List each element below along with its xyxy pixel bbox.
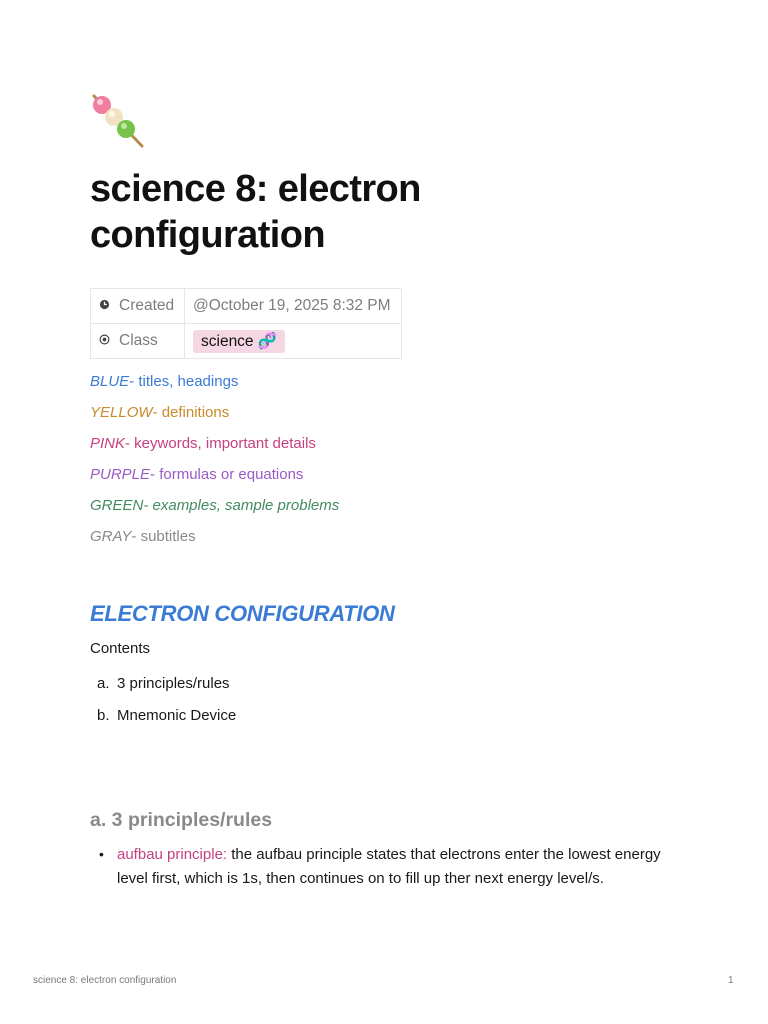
list-item[interactable]: b. Mnemonic Device — [97, 707, 237, 724]
legend-item-purple: PURPLE- formulas or equations — [90, 466, 304, 483]
property-label-class: Class — [119, 332, 158, 349]
bullet-dot-icon: • — [99, 846, 104, 862]
bullet-keyword: aufbau principle: — [117, 846, 228, 863]
bullet-text: the aufbau principle states that electrons enter the lowest energy level first, which is 1s, then continues on to fill up ther next energy level/s. — [117, 846, 661, 887]
properties-table — [90, 288, 402, 359]
legend-item-blue: BLUE- titles, headings — [90, 373, 239, 390]
legend-item-pink: PINK- keywords, important details — [90, 435, 316, 452]
page-number: 1 — [728, 975, 734, 986]
dango-icon — [90, 92, 150, 152]
property-row-created — [91, 289, 402, 324]
class-tag[interactable]: science 🧬 — [193, 330, 285, 353]
footer-title: science 8: electron configuration — [33, 975, 177, 986]
contents-label: Contents — [90, 640, 151, 657]
legend-item-gray: GRAY- subtitles — [90, 528, 196, 545]
list-item[interactable]: a. 3 principles/rules — [97, 675, 230, 692]
subsection-heading: a. 3 principles/rules — [90, 809, 273, 831]
property-row-class — [91, 324, 402, 359]
property-value-created[interactable]: @October 19, 2025 8:32 PM — [185, 289, 402, 324]
section-heading: ELECTRON CONFIGURATION — [90, 601, 395, 626]
property-label-created: Created — [119, 297, 175, 314]
contents-list — [97, 673, 236, 737]
bullet-item — [99, 843, 662, 890]
page-title: science 8: electron configuration — [90, 168, 421, 256]
color-legend — [90, 371, 339, 557]
clock-icon — [99, 299, 113, 313]
target-icon — [99, 334, 113, 348]
legend-item-yellow: YELLOW- definitions — [90, 404, 230, 421]
legend-item-green: GREEN- examples, sample problems — [90, 497, 340, 514]
